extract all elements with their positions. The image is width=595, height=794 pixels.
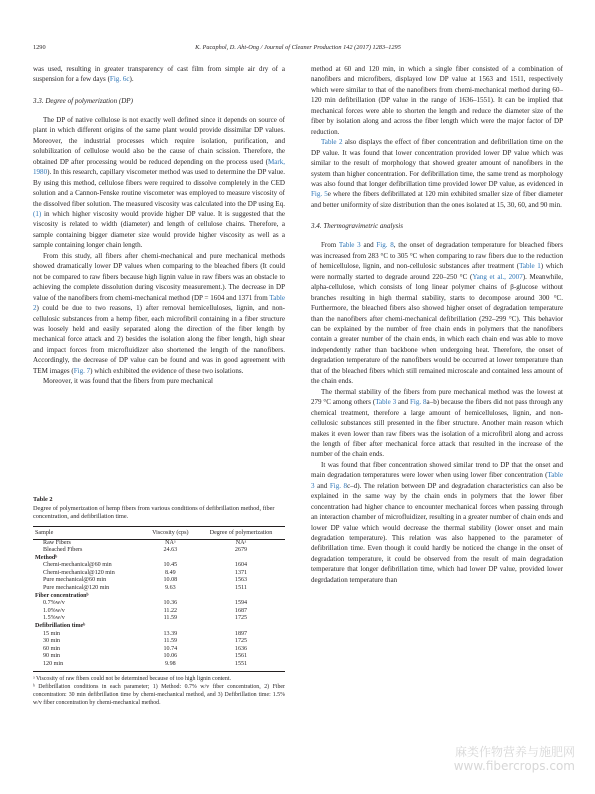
table-cell: 13.39: [163, 630, 178, 637]
paragraph-dp-4: method at 60 and 120 min, in which a single fiber consisted of a combination of nanofibers and microfibers, displayed low DP value at 1563 and 1511, respectively which were similar to that of the nanofibers from chemi-mechanical method during 60–120 min defibrillation (DP value in the range of 1636–1551). It can be implied that mechanical forces were able to shorten the length and reduce the diameter size of the fiber by isolation along and across the fiber length which were the major factor of DP reduction.: [311, 65, 563, 136]
table-row: [33, 646, 285, 654]
journal-citation: K. Pacaphol, D. Aht-Ong / Journal of Cleaner Production 142 (2017) 1283–1295: [195, 44, 401, 51]
figure-link[interactable]: Fig. 7: [73, 366, 91, 375]
table-cell: 1.5%w/v: [43, 615, 65, 622]
table-cell: Raw Fibers: [43, 539, 71, 546]
table-cell: 10.06: [163, 653, 178, 660]
figure-link[interactable]: Fig. 5: [311, 190, 328, 199]
table-footnote-b: ᵇ Defibrillation conditions in each parameter; 1) Method: 0.7% w/v fiber concentration, 2) Fiber concentration: 30 min defibrillation time by chemi-mechanical method, and 3) Defibrillation time: 1.5% w/v fiber concentration by chemi-mechanical method.: [33, 684, 285, 706]
table-cell: 10.08: [163, 577, 178, 584]
table-group-row: [33, 555, 285, 563]
table-cell: 1725: [234, 638, 248, 645]
table-group-row: [33, 593, 285, 601]
table-row: [33, 600, 285, 608]
table-cell: 10.74: [163, 645, 178, 652]
table-cell: 90 min: [43, 653, 61, 660]
table-cell: 10.45: [163, 562, 178, 569]
table-cell: 1563: [234, 577, 248, 584]
figure-link[interactable]: Fig. 8: [410, 398, 427, 407]
table-cell: 15 min: [43, 630, 61, 637]
table-link[interactable]: Table 2: [321, 138, 343, 147]
page-number: 1290: [33, 44, 46, 51]
table-cell: 1594: [234, 600, 248, 607]
table-cell: 1687: [234, 607, 248, 614]
paragraph-tga-2: The thermal stability of the fibers from pure mechanical method was the lowest at 279 °C among others (Table 3 and Fig. 8a–b) because the fibers did not pass through any chemical treatment, therefore a large amount of hemicelluloses, lignin, and non-cellulosic substances still presented in the fiber structure. Another main reason which makes it even lower than raw fibers was the isolation of a microfibril along and across the length of fiber after mechanical force attack that resulted in the increase of the number of the chain ends.: [311, 387, 564, 459]
table-cell: 1604: [234, 562, 248, 569]
table-cell: Chemi-mechanical@60 min: [43, 562, 112, 569]
dp-table: [33, 526, 285, 672]
table-header-sample: Sample: [33, 526, 144, 539]
site-watermark: [454, 745, 575, 773]
table-link[interactable]: Table 3: [338, 241, 361, 250]
table-cell: 2679: [234, 547, 248, 554]
table-cell: Fiber concentrationᵇ: [35, 592, 89, 599]
paragraph-dp-2: From this study, all fibers after chemi-mechanical and pure mechanical methods showed dramatically lower DP values when comparing to the bleached fibers (It could not be compared to raw fibers because high lignin value in raw fibers was an obstacle to achieving the complete dissolution during viscosity measurement.). The decrease in DP value of the nanofibers from chemi-mechanical method (DP = 1604 and 1371 from Table 2) could be due to two reasons, 1) after removal hemicelluloses, lignin, and non-cellulosic substances from a hemp fiber, each microfibril containing in a fiber structure was loosely held and easily separated along the direction of the fiber length by mechanical force attack and 2) besides the isolation along the fiber length, high shear and impact forces from microfluidizer also shortened the length of the nanofibers. Accordingly, the decrease of DP value can be found and was in good agreement with TEM images (Fig. 7) which exhibited the evidence of these two isolations.: [33, 251, 285, 375]
table-cell: 60 min: [43, 645, 61, 652]
table-cell: Bleached Fibers: [43, 547, 83, 554]
right-column: [311, 64, 563, 585]
watermark-line-1: 麻类作物营养与施肥网: [454, 745, 575, 759]
table-row: [33, 661, 285, 671]
ref-link[interactable]: Fig. 6c: [109, 75, 130, 84]
table-cell: 8.49: [165, 569, 176, 576]
table-cell: [197, 593, 285, 601]
table-link[interactable]: Table 3: [375, 398, 397, 407]
table-cell: [144, 593, 197, 601]
table-row: [33, 585, 285, 593]
table-cell: 30 min: [43, 638, 61, 645]
table-cell: 1371: [234, 569, 248, 576]
table-cell: 24.63: [163, 547, 178, 554]
table-2: [33, 496, 285, 708]
table-cell: NAᵃ: [235, 539, 247, 546]
table-cell: 0.7%w/v: [43, 600, 65, 607]
table-cell: 1551: [197, 661, 285, 671]
running-header: [33, 44, 563, 56]
table-cell: 1511: [235, 585, 247, 592]
section-heading-dp: 3.3. Degree of polymerization (DP): [33, 96, 133, 105]
table-footnotes: [33, 676, 285, 708]
table-cell: 9.98: [144, 661, 197, 671]
table-caption: [33, 496, 285, 522]
figure-link[interactable]: Fig. 8: [329, 481, 348, 490]
table-cell: Methodᵇ: [35, 554, 58, 561]
table-cell: [197, 623, 285, 631]
ref-link[interactable]: Mark, 1980: [33, 157, 285, 177]
figure-link[interactable]: Fig. 8: [376, 241, 394, 250]
table-cell: Pure mechanical@120 min: [43, 585, 110, 592]
table-cell: 1636: [234, 645, 248, 652]
paragraph-dp-5: Table 2 also displays the effect of fiber concentration and defibrillation time on the DP value. It was found that lower concentration provided lower DP value which was similar to the result of morphology that showed greater amount of nanofibers in the system than higher concentration. For defibrillation time, the same trend as morphology was also found that longer defibrillation time provided lower DP value, as evidenced in Fig. 5e where the fibers defibrillated at 120 min exhibited smaller size of fiber diameter and better uniformity of size distribution than the ones isolated at 15, 30, 60, and 90 min.: [311, 138, 563, 209]
table-row: [33, 577, 285, 585]
table-row: [33, 615, 285, 623]
table-cell: Chemi-mechanical@120 min: [43, 569, 115, 576]
watermark-line-2: www.fibercrops.com: [453, 759, 575, 773]
table-cell: 11.59: [163, 615, 178, 622]
table-row: [33, 631, 285, 639]
paragraph-continuation: was used, resulting in greater transparency of cast film from simple air dry of a suspension for a few days (Fig. 6c).: [33, 65, 285, 84]
paragraph-tga-3: It was found that fiber concentration showed similar trend to DP that the onset and main degradation temperatures were lower when using lower fiber concentration (Table 3 and Fig. 8c–d). The relation between DP and degradation characteristics can also be explained in the same way by the chain ends in polymers that the lower fiber concentration had higher chance to encounter mechanical forces when passing through an interaction chamber of microfluidizer, resulting in a greater number of chain ends and lower DP value which would decrease the thermal stability (lower onset and main degradation temperature). This relation was also happened to the parameter of defibrillation time. Even though it could hardly be noticed the change in the onset of degradation temperature, it could be observed from the result of main degradation temperature that longer defibrillation time, which had lower DP value, provided lower degrdadation temperature than: [311, 460, 564, 584]
left-column: [33, 64, 285, 387]
table-cell: 120 min: [33, 661, 144, 671]
table-row: [33, 562, 285, 570]
table-cell: 1.0%w/v: [43, 607, 65, 614]
table-link[interactable]: Table 1: [519, 262, 541, 271]
paragraph-tga-1: From Table 3 and Fig. 8, the onset of degradation temperature for bleached fibers was increased from 283 °C to 305 °C when comparing to raw fibers due to the reduction of hemicellulose, lignin, and non-cellulosic substances after treatment (Table 1) which were normally started to degrade around 220–250 °C (Yang et al., 2007). Meanwhile, alpha-cellulose, which consists of long linear polymer chains of β-glucose without branches resulting in high thermal stability, starts to decompose around 300 °C. Furthermore, the bleached fibers also showed higher onset of degradation temperature than the nanofibers after chemi-mechanical defibrillation (292–299 °C). This behavior can be explained by the number of free chain ends in polymers that the nanofibers contain a greater number of the chain ends, in which each chain end was able to move independently rather than backbone when undergoing heat. Therefore, the onset of degradation temperature of the nanofibers would be occurred at lower temperature than that of the bleached fibers which still remained microscale and contained less amount of the chain ends.: [311, 241, 564, 386]
table-cell: 11.22: [163, 607, 178, 614]
paragraph-dp-1: The DP of native cellulose is not exactly well defined since it depends on source of plant in which different origins of the same plant would provide dissimilar DP values. Moreover, the industrial processes which require isolation, purification, and solubilization of cellulose would also be the cause of chain scission. Therefore, the obtained DP after processing would be reduced depending on the process used (Mark, 1980). In this research, capillary viscometer method was used to determine the DP value. By using this method, cellulose fibers were required to dissolve completely in the CED solution and a Cannon-Fenske routine viscometer was employed to measure viscosity of the dissolved fiber solution. The measured viscosity was calculated into the DP using Eq. (1) in which higher viscosity would provide higher DP value. It is suggested that the viscosity is related to width (diameter) and length of cellulose chains. Therefore, a sample containing bigger diameter size would provide higher viscosity as well as a sample containing longer chain length.: [33, 115, 285, 250]
table-link[interactable]: Table 2: [33, 293, 285, 313]
paragraph-dp-3: Moreover, it was found that the fibers from pure mechanical: [43, 377, 213, 386]
table-cell: 11.59: [163, 638, 178, 645]
table-cell: 1561: [234, 653, 248, 660]
table-cell: [144, 623, 197, 631]
table-cell: Pure mechanical@60 min: [43, 577, 107, 584]
table-group-row: [33, 623, 285, 631]
ref-link[interactable]: Yang et al., 2007: [472, 272, 523, 281]
table-cell: 10.36: [163, 600, 178, 607]
table-header-viscosity: Viscosity (cps): [144, 526, 197, 539]
table-cell: NAᵃ: [165, 539, 176, 546]
table-row: [33, 608, 285, 616]
table-body: [33, 539, 285, 671]
table-cell: 9.63: [165, 585, 176, 592]
table-row: [33, 539, 285, 547]
table-cell: [197, 555, 285, 563]
table-label: Table 2: [33, 496, 53, 503]
table-cell: Defibrillation timeᵇ: [35, 623, 86, 630]
table-footnote-a: ᵃ Viscosity of raw fibers could not be determined because of too high lignin content.: [33, 675, 231, 682]
table-cell: [144, 555, 197, 563]
table-header-dp: Degree of polymerization: [197, 526, 285, 539]
table-cell: 1725: [234, 615, 248, 622]
table-row: [33, 570, 285, 578]
table-row: [33, 638, 285, 646]
table-link[interactable]: Table 3: [311, 471, 563, 490]
table-cell: 1897: [234, 630, 248, 637]
table-row: [33, 547, 285, 555]
section-heading-tga: 3.4. Thermogravimetric analysis: [311, 222, 403, 231]
table-caption-text: Degree of polymerization of hemp fibers from various conditions of defibrillation method, fiber concentration, and defibrillation time.: [33, 504, 275, 520]
table-row: [33, 653, 285, 661]
equation-link[interactable]: (1): [33, 209, 42, 218]
